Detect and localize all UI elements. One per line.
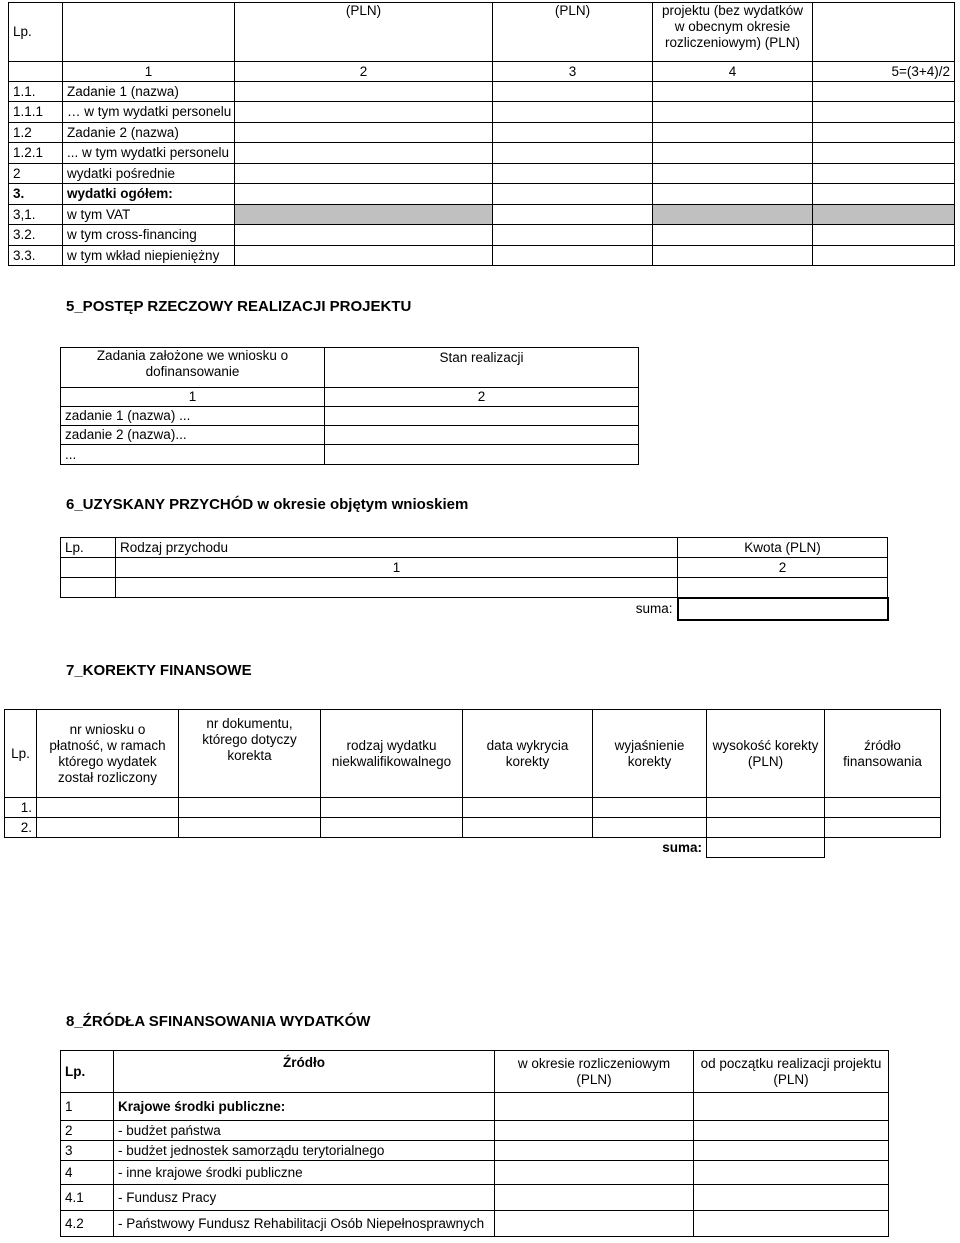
header-period: w okresie rozliczeniowym (PLN) xyxy=(495,1051,694,1093)
header-col-2: (PLN) xyxy=(493,3,653,62)
expenses-table xyxy=(8,2,955,266)
suma-value xyxy=(707,838,825,858)
header-col-3: projektu (bez wydatków w obecnym okresie rozliczeniowym) (PLN) xyxy=(653,3,813,62)
col-number: 2 xyxy=(678,558,888,578)
row-lp: 1.1. xyxy=(9,82,63,102)
sources-table xyxy=(60,1050,889,1237)
row-lp: 1.2.1 xyxy=(9,143,63,164)
header-lp: Lp. xyxy=(5,710,37,798)
row-name: w tym VAT xyxy=(63,205,235,225)
row-lp: 1. xyxy=(5,798,37,818)
suma-label: suma: xyxy=(635,600,673,616)
row-lp: 4 xyxy=(61,1161,114,1185)
header-income-type: Rodzaj przychodu xyxy=(116,538,678,558)
task-row: zadanie 2 (nazwa)... xyxy=(61,426,325,445)
task-row: ... xyxy=(61,445,325,465)
row-name: w tym cross-financing xyxy=(63,225,235,246)
suma-label: suma: xyxy=(662,839,702,855)
col-number: 2 xyxy=(235,62,493,82)
row-name: - Fundusz Pracy xyxy=(114,1185,495,1211)
row-lp: 3,1. xyxy=(9,205,63,225)
task-row: zadanie 1 (nazwa) ... xyxy=(61,407,325,426)
header-source: Źródło xyxy=(114,1051,495,1093)
col-number: 5=(3+4)/2 xyxy=(813,62,955,82)
row-name: Zadanie 1 (nazwa) xyxy=(63,82,235,102)
header-explanation: wyjaśnienie korekty xyxy=(593,710,707,798)
section-7-title: 7_KOREKTY FINANSOWE xyxy=(66,662,252,679)
header-since-start: od początku realizacji projektu (PLN) xyxy=(694,1051,889,1093)
header-lp: Lp. xyxy=(9,3,63,62)
row-lp: 3.3. xyxy=(9,246,63,266)
header-payment-request: nr wniosku o płatność, w ramach którego wydatek został rozliczony xyxy=(37,710,179,798)
header-document: nr dokumentu, którego dotyczy korekta xyxy=(179,710,321,798)
row-name: Zadanie 2 (nazwa) xyxy=(63,123,235,143)
col-number: 1 xyxy=(61,388,325,407)
row-name: - budżet jednostek samorządu terytorialnego xyxy=(114,1141,495,1161)
header-col-1: (PLN) xyxy=(235,3,493,62)
row-name: - inne krajowe środki publiczne xyxy=(114,1161,495,1185)
suma-value xyxy=(678,598,888,620)
income-table xyxy=(60,537,889,621)
corrections-table xyxy=(4,709,941,858)
header-expense-type: rodzaj wydatku niekwalifikowalnego xyxy=(321,710,463,798)
header-lp: Lp. xyxy=(61,538,116,558)
row-name: - Państwowy Fundusz Rehabilitacji Osób Niepełnosprawnych xyxy=(114,1211,495,1237)
header-status: Stan realizacji xyxy=(325,348,639,388)
header-amount: wysokość korekty (PLN) xyxy=(707,710,825,798)
row-name: wydatki pośrednie xyxy=(63,164,235,184)
col-number: 1 xyxy=(116,558,678,578)
row-lp: 3 xyxy=(61,1141,114,1161)
row-name: w tym wkład niepieniężny xyxy=(63,246,235,266)
row-lp: 1 xyxy=(61,1093,114,1121)
header-amount: Kwota (PLN) xyxy=(678,538,888,558)
col-number: 3 xyxy=(493,62,653,82)
row-lp: 4.2 xyxy=(61,1211,114,1237)
header-lp: Lp. xyxy=(61,1051,114,1093)
progress-table xyxy=(60,347,639,465)
header-source: źródło finansowania xyxy=(825,710,941,798)
header-tasks: Zadania założone we wniosku o dofinansowanie xyxy=(61,348,325,388)
row-lp: 1.1.1 xyxy=(9,102,63,123)
row-lp: 3. xyxy=(9,184,63,205)
row-name: … w tym wydatki personelu xyxy=(63,102,235,123)
row-lp: 2 xyxy=(61,1121,114,1141)
section-5-title: 5_POSTĘP RZECZOWY REALIZACJI PROJEKTU xyxy=(66,298,412,315)
row-lp: 4.1 xyxy=(61,1185,114,1211)
row-lp: 1.2 xyxy=(9,123,63,143)
row-name: ... w tym wydatki personelu xyxy=(63,143,235,164)
row-name: - budżet państwa xyxy=(114,1121,495,1141)
section-6-title: 6_UZYSKANY PRZYCHÓD w okresie objętym wnioskiem xyxy=(66,496,469,513)
col-number: 4 xyxy=(653,62,813,82)
col-number: 1 xyxy=(63,62,235,82)
row-lp: 3.2. xyxy=(9,225,63,246)
row-lp: 2 xyxy=(9,164,63,184)
section-8-title: 8_ŹRÓDŁA SFINANSOWANIA WYDATKÓW xyxy=(66,1013,371,1030)
header-detection-date: data wykrycia korekty xyxy=(463,710,593,798)
row-name: wydatki ogółem: xyxy=(63,184,235,205)
row-lp: 2. xyxy=(5,818,37,838)
col-number: 2 xyxy=(325,388,639,407)
row-name: Krajowe środki publiczne: xyxy=(114,1093,495,1121)
